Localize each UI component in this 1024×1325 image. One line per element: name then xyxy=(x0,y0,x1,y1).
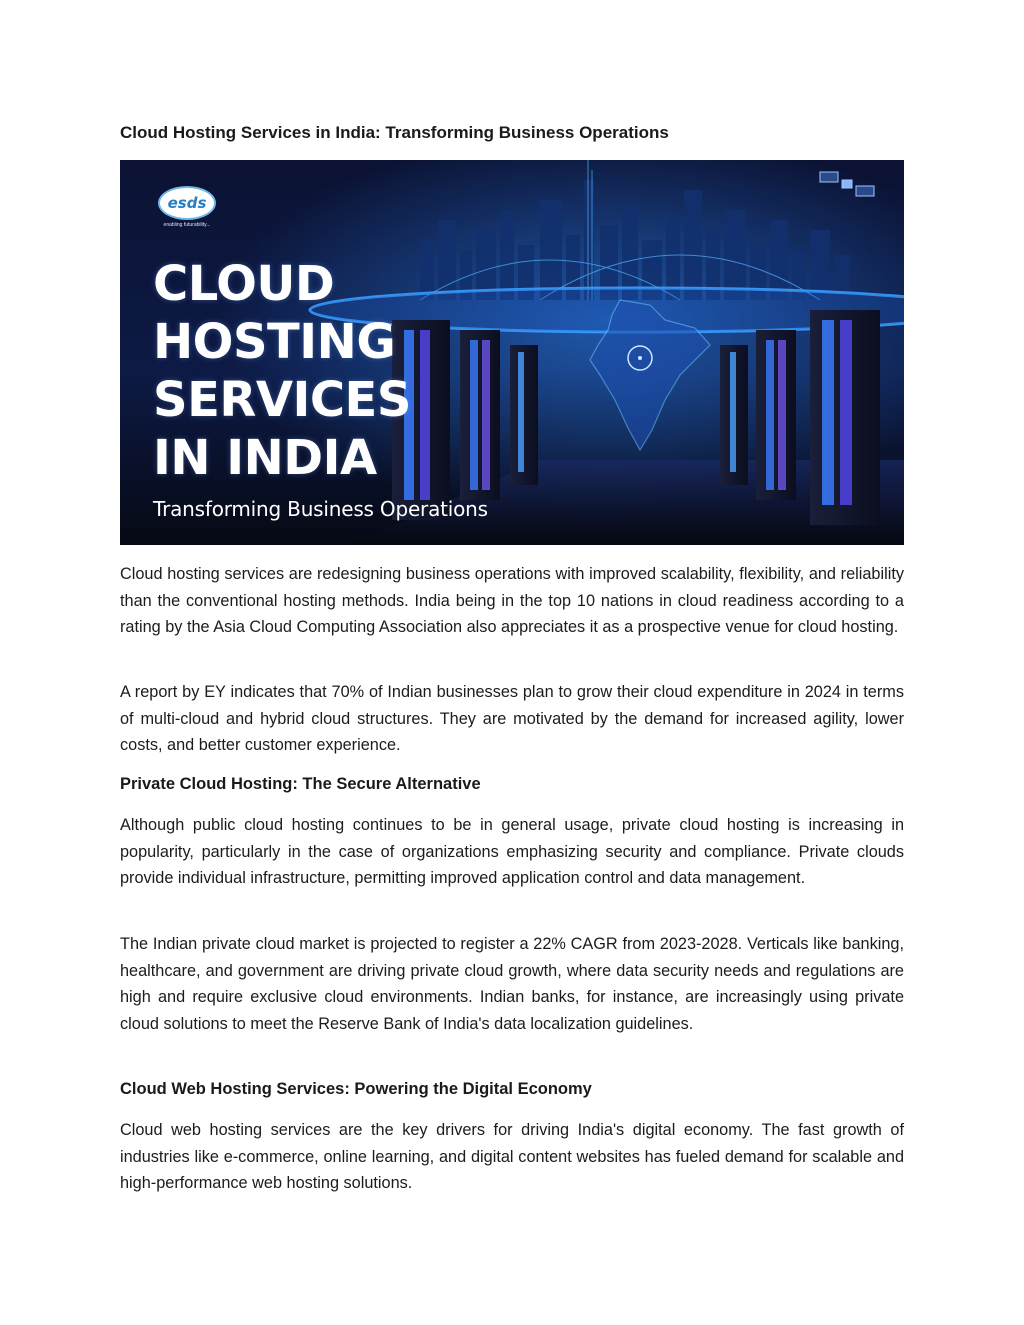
esds-logo xyxy=(156,186,218,228)
banner-headline xyxy=(153,255,488,521)
esds-logo-tagline: enabling futurability... xyxy=(163,222,211,228)
banner-headline-line-1: CLOUD xyxy=(153,256,335,312)
private-cloud-paragraph-2: The Indian private cloud market is projected to register a 22% CAGR from 2023-2028. Verticals like banking, healthcare, and government are driving private cloud growth, where data security needs and regulations are high and require exclusive cloud environments. Indian banks, for instance, are increasingly using private cloud solutions to meet the Reserve Bank of India's data localization guidelines. xyxy=(120,935,904,1033)
intro-paragraph-2: A report by EY indicates that 70% of Indian businesses plan to grow their cloud expenditure in 2024 in terms of multi-cloud and hybrid cloud structures. They are motivated by the demand for increased agility, lower costs, and better customer experience. xyxy=(120,683,904,754)
document-title: Cloud Hosting Services in India: Transforming Business Operations xyxy=(120,123,669,142)
hero-banner xyxy=(120,160,904,545)
banner-headline-line-3: SERVICES xyxy=(153,372,411,428)
banner-subtitle: Transforming Business Operations xyxy=(153,497,488,521)
banner-headline-line-4: IN INDIA xyxy=(153,430,377,486)
web-hosting-paragraph-1: Cloud web hosting services are the key drivers for driving India's digital economy. The fast growth of industries like e-commerce, online learning, and digital content websites has fueled demand for scalable and high-performance web hosting solutions. xyxy=(120,1121,904,1192)
web-hosting-heading: Cloud Web Hosting Services: Powering the Digital Economy xyxy=(120,1080,592,1098)
intro-paragraph-1: Cloud hosting services are redesigning business operations with improved scalability, flexibility, and reliability than the conventional hosting methods. India being in the top 10 nations in cloud readiness according to a rating by the Asia Cloud Computing Association also appreciates it as a prospective venue for cloud hosting. xyxy=(120,565,904,636)
banner-headline-line-2: HOSTING xyxy=(153,314,396,370)
private-cloud-heading: Private Cloud Hosting: The Secure Alternative xyxy=(120,775,481,793)
esds-logo-badge: esds xyxy=(158,186,216,220)
private-cloud-paragraph-1: Although public cloud hosting continues to be in general usage, private cloud hosting is increasing in popularity, particularly in the case of organizations emphasizing security and compliance. Private clouds provide individual infrastructure, permitting improved application control and data management. xyxy=(120,816,904,887)
